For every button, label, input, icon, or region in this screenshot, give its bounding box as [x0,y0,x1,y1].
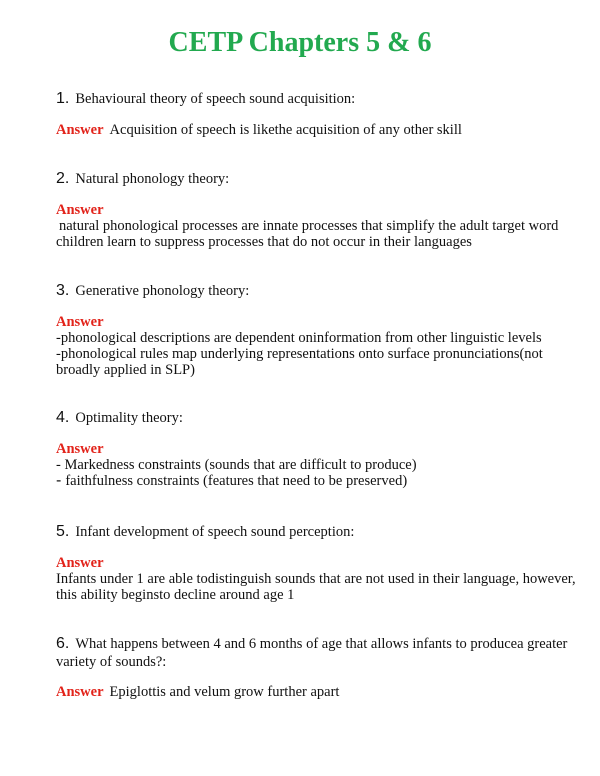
question-line: variety of sounds?: [56,654,167,670]
answer-5 [56,555,576,603]
question-number: 6. [56,635,70,652]
question-number: 1. [56,90,70,107]
page-title: CETP Chapters 5 & 6 [168,27,432,58]
question-6 [56,635,568,671]
answer-line: - Markedness constraints (sounds that are difficult to produce) [56,457,417,473]
question-2 [56,170,556,188]
answer-label: Answer [56,314,104,330]
question-5 [56,523,556,541]
dash-bullet: - [56,472,62,489]
answer-text: Epiglottis and velum grow further apart [109,684,340,700]
question-number: 4. [56,409,70,426]
answer-3 [56,314,556,378]
answer-label: Answer [56,555,104,571]
answer-4 [56,441,556,489]
answer-line: -phonological descriptions are dependent oninformation from other linguistic levels [56,330,542,346]
question-1 [56,90,556,108]
answer-line: -phonological rules map underlying representations onto surface pronunciations(not [56,346,543,362]
answer-label: Answer [56,684,104,700]
answer-6 [56,683,556,701]
question-number: 5. [56,523,70,540]
answer-label: Answer [56,441,104,457]
question-text: Behavioural theory of speech sound acquisition: [75,91,356,107]
answer-1 [56,121,556,139]
answer-line: broadly applied in SLP) [56,362,195,378]
question-line [56,635,568,653]
answer-line: - faithfulness constraints (features that need to be preserved) [56,472,408,489]
answer-line: this ability beginsto decline around age 1 [56,587,295,603]
question-4 [56,409,556,427]
answer-label: Answer [56,122,104,138]
answer-line: children learn to suppress processes that do not occur in their languages [56,234,472,250]
answer-2 [56,202,559,250]
question-3 [56,282,556,300]
answer-text: Acquisition of speech is likethe acquisition of any other skill [109,122,462,138]
answer-label: Answer [56,202,104,218]
question-number: 3. [56,282,70,299]
question-text: Natural phonology theory: [75,171,230,187]
question-text: What happens between 4 and 6 months of age that allows infants to producea greater [75,636,568,652]
question-text: Infant development of speech sound perception: [75,524,355,540]
question-text: Generative phonology theory: [75,283,250,299]
answer-line: Infants under 1 are able todistinguish sounds that are not used in their language, however, [56,571,576,587]
answer-line: natural phonological processes are innate processes that simplify the adult target word [59,218,559,234]
question-text: Optimality theory: [75,410,183,426]
question-number: 2. [56,170,70,187]
